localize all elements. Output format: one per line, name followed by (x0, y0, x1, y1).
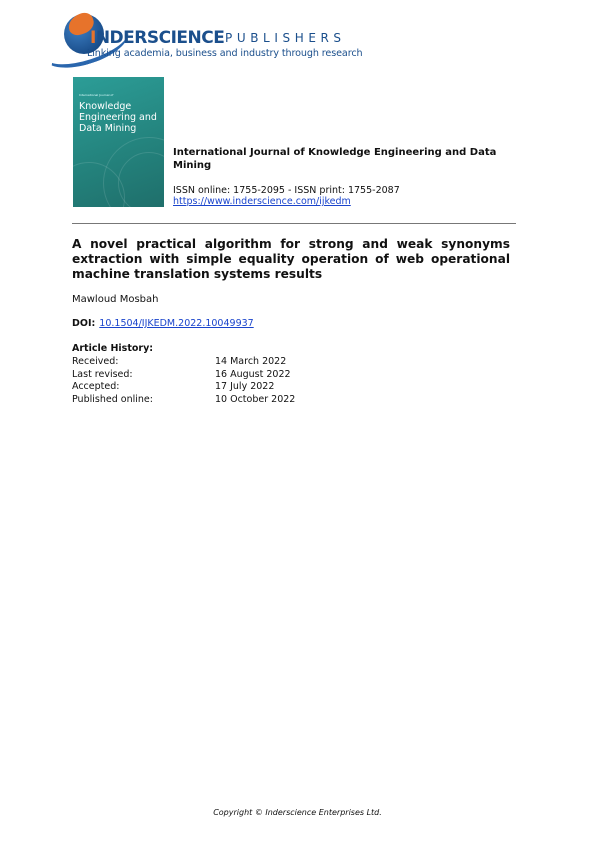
history-label: Last revised: (72, 368, 133, 380)
cover-small-text: International Journal of (79, 93, 114, 97)
publisher-name: INDERSCIENCE (90, 28, 225, 48)
history-date: 17 July 2022 (215, 381, 275, 392)
doi-link[interactable]: 10.1504/IJKEDM.2022.10049937 (99, 318, 254, 329)
author-name: Mawloud Mosbah (72, 294, 159, 305)
history-row (72, 381, 332, 394)
journal-cover (73, 77, 164, 207)
journal-title: International Journal of Knowledge Engineering and Data Mining (173, 147, 497, 171)
divider (72, 223, 516, 224)
article-history-heading: Article History: (72, 343, 154, 354)
issn-line: ISSN online: 1755-2095 - ISSN print: 1755-2087 (173, 185, 400, 196)
doi-line (72, 318, 254, 329)
publishers-word: PUBLISHERS (225, 31, 346, 45)
history-date: 10 October 2022 (215, 393, 296, 405)
article-title: A novel practical algorithm for strong and weak synonyms extraction with simple equality operation of web operational machine translation systems results (72, 237, 510, 281)
copyright-notice: Copyright © Inderscience Enterprises Ltd. (213, 808, 382, 817)
history-date: 14 March 2022 (215, 356, 287, 367)
history-date: 16 August 2022 (215, 368, 291, 380)
doi-label: DOI: (72, 318, 96, 329)
publisher-logo (40, 12, 363, 67)
history-row (72, 394, 332, 407)
history-row (72, 369, 332, 382)
history-label: Received: (72, 356, 119, 367)
history-label: Accepted: (72, 381, 120, 392)
publisher-tagline: Linking academia, business and industry through research (87, 48, 363, 59)
history-label: Published online: (72, 393, 153, 405)
cover-title: Knowledge Engineering and Data Mining (79, 101, 157, 134)
history-row (72, 356, 332, 369)
journal-link[interactable]: https://www.inderscience.com/ijkedm (173, 196, 351, 207)
